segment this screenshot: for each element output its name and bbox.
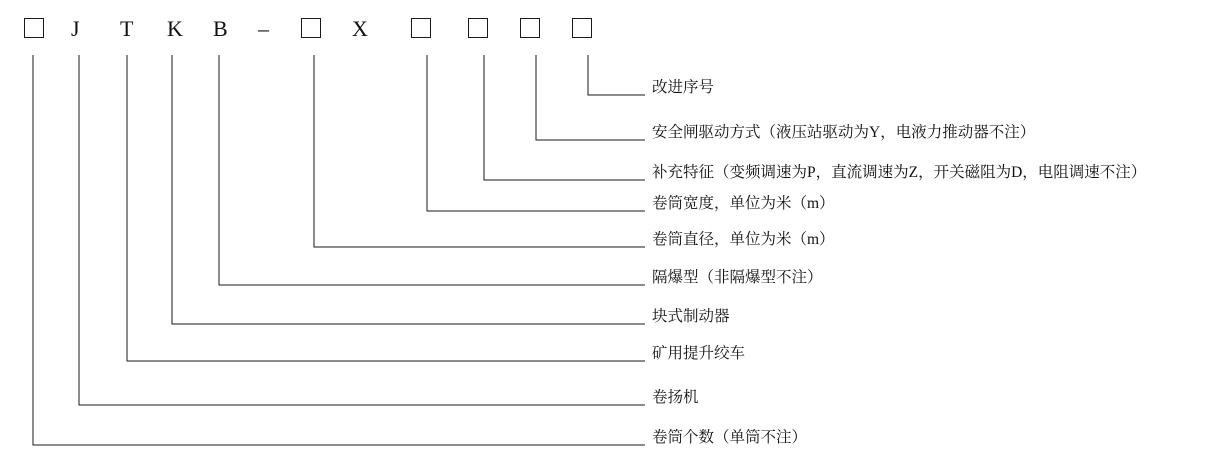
leader-line	[172, 55, 645, 324]
code-slot-box	[572, 18, 592, 38]
leader-line	[79, 55, 645, 405]
leader-line	[588, 55, 645, 95]
code-letter: B	[213, 16, 228, 41]
callout-label: 改进序号	[652, 79, 715, 96]
code-slot-box	[468, 18, 488, 38]
callout-label: 矿用提升绞车	[652, 345, 746, 362]
leader-line	[33, 55, 645, 445]
leader-line	[536, 55, 645, 140]
leader-line	[484, 55, 645, 180]
code-separator-dash: –	[258, 16, 269, 41]
code-slot-box	[24, 18, 44, 38]
leader-line	[314, 55, 645, 247]
code-letter: K	[167, 16, 183, 41]
callout-label: 隔爆型（非隔爆型不注）	[652, 269, 823, 286]
code-slot-box	[520, 18, 540, 38]
code-letter: X	[352, 16, 368, 41]
callout-label: 安全闸驱动方式（液压站驱动为Y，电液力推动器不注）	[652, 124, 1036, 141]
callout-label: 卷筒个数（单筒不注）	[652, 429, 808, 446]
callout-label: 卷筒直径，单位为米（m）	[652, 231, 835, 248]
leader-line	[219, 55, 645, 285]
callout-label: 卷扬机	[652, 389, 699, 406]
leader-line	[127, 55, 645, 361]
code-slot-box	[411, 18, 431, 38]
code-letter: J	[71, 16, 80, 41]
callout-label: 块式制动器	[652, 308, 730, 325]
code-slot-box	[301, 18, 321, 38]
callout-label: 补充特征（变频调速为P，直流调速为Z，开关磁阻为D，电阻调速不注）	[652, 164, 1147, 181]
code-letter: T	[120, 16, 134, 41]
callout-label: 卷筒宽度，单位为米（m）	[652, 195, 835, 212]
